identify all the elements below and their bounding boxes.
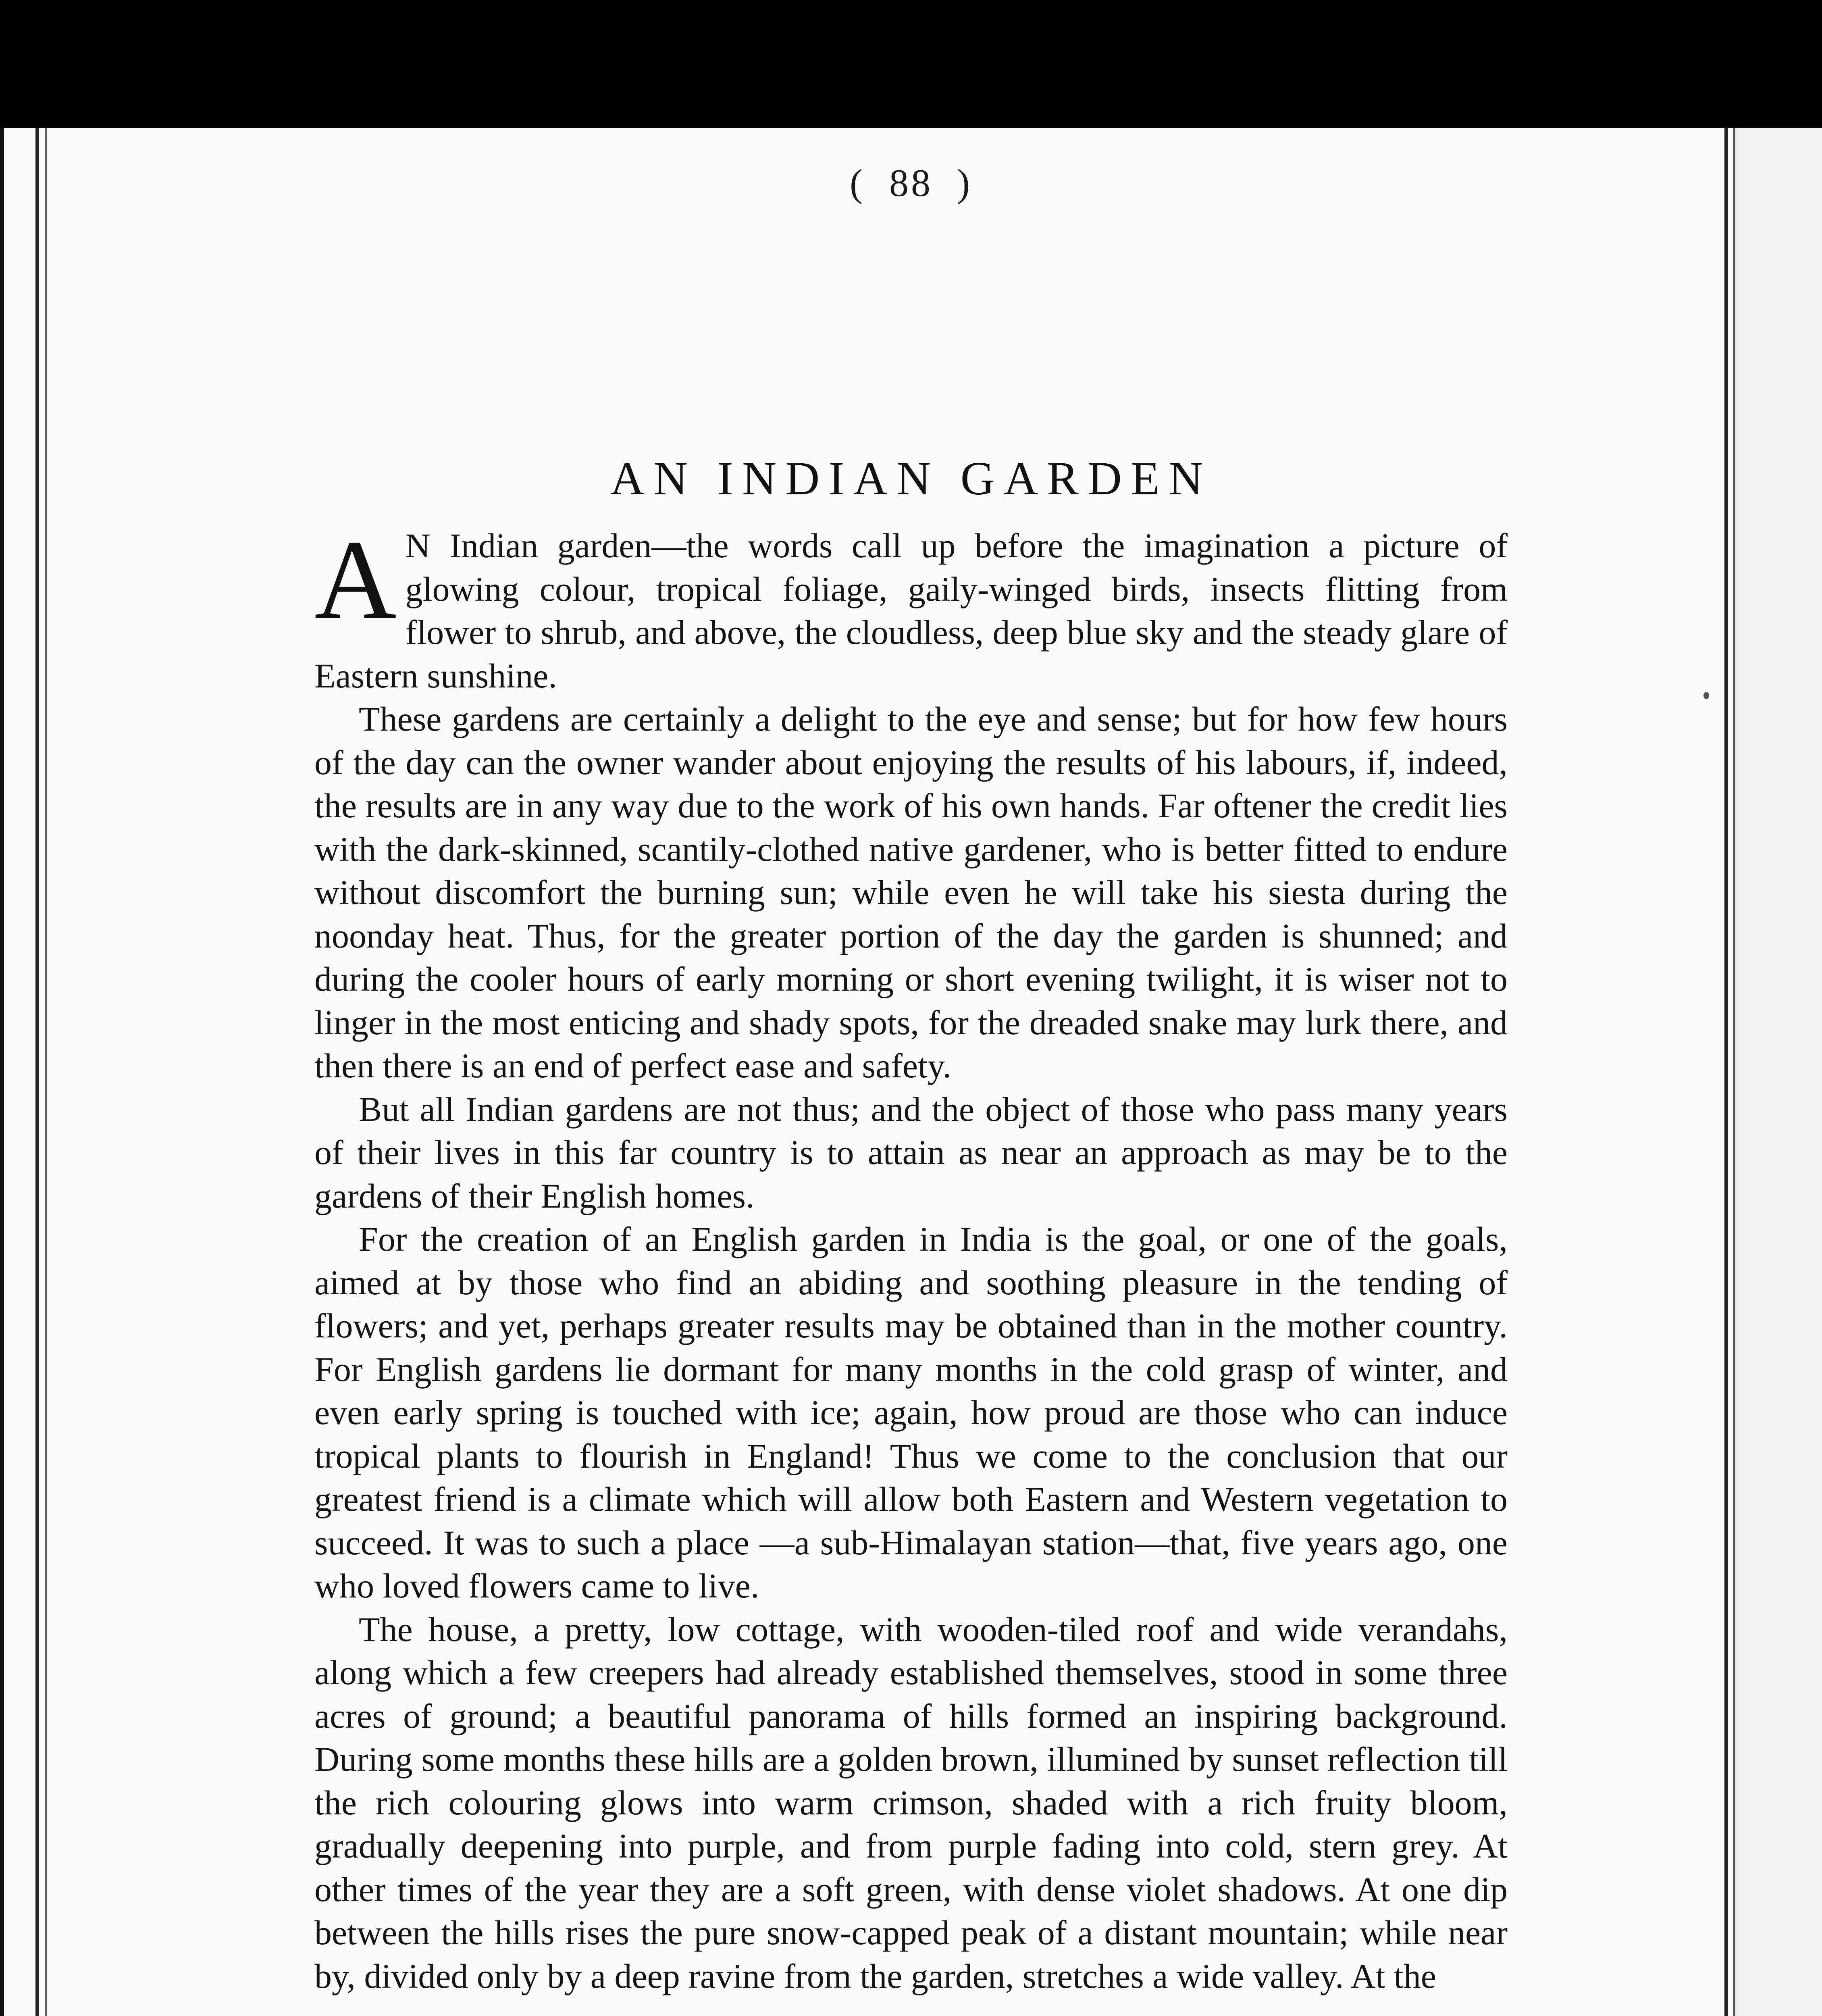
dust-speck — [1703, 692, 1709, 699]
paragraph-3: But all Indian gardens are not thus; and the object of those who pass many years of their lives in this far country is to attain as near an approach as may be to the gardens of their English homes. — [314, 1089, 1508, 1215]
binding-line — [35, 128, 39, 2016]
paragraph-2: These gardens are certainly a delight to the eye and sense; but for how few hours of the day can the owner wander about enjoying the results of his labours, if, indeed, the results are in any way due to the work of his own hands. Far oftener the credit lies with the dark-skinned, scantily-clothed native gardener, who is better fitted to endure without discomfort the burning sun; while even he will take his siesta during the noonday heat. Thus, for the greater portion of the day the garden is shunned; and during the cooler hours of early morning or short evening twilight, it is wiser not to linger in the most enticing and shady spots, for the dreaded snake may lurk there, and then there is an end of perfect ease and safety. — [314, 700, 1508, 1085]
paragraph-5: The house, a pretty, low cottage, with wooden-tiled roof and wide verandahs, along which a few creepers had already established themselves, stood in some three acres of ground; a beautiful panorama of hills formed an inspiring background. During some months these hills are a golden brown, illumined by sunset reflection till the rich colouring glows into warm crimson, shaded with a rich fruity bloom, gradually deepening into purple, and from purple fading into cold, stern grey. At other times of the year they are a soft green, with dense violet shadows. At one dip between the hills rises the pure snow-capped peak of a distant mountain; while near by, divided only by a deep ravine from the garden, stretches a wide valley. At the — [314, 1610, 1508, 1995]
page-left-edge — [0, 128, 4, 2016]
paragraph-1 — [314, 516, 1508, 698]
article-body — [314, 516, 1508, 1998]
adjacent-page-strip — [1735, 128, 1822, 2016]
article-title: AN INDIAN GARDEN — [610, 452, 1212, 505]
binding-line-secondary — [45, 128, 47, 2016]
paragraph-4: For the creation of an English garden in India is the goal, or one of the goals, aimed at by those who find an abiding and soothing pleasure in the tending of flowers; and yet, perhaps greater results may be obtained than in the mother country. For English gardens lie dormant for many months in the cold grasp of winter, and even early spring is touched with ice; again, how proud are those who can induce tropical plants to flourish in England! Thus we come to the conclusion that our greatest friend is a climate which will allow both Eastern and Western vegetation to succeed. It was to such a place —a sub-Himalayan station—that, five years ago, one who loved flowers came to live. — [314, 1220, 1508, 1605]
page-number: ( 88 ) — [850, 161, 972, 204]
drop-cap: A — [314, 516, 397, 642]
paragraph-1-text: N Indian garden—the words call up before the imagination a picture of glowing colour, tropical foliage, gaily-winged birds, insects flitting from flower to shrub, and above, the cloudless, deep blue sky and the steady glare of Eastern sunshine. — [314, 526, 1508, 695]
page-right-edge — [1724, 128, 1728, 2016]
